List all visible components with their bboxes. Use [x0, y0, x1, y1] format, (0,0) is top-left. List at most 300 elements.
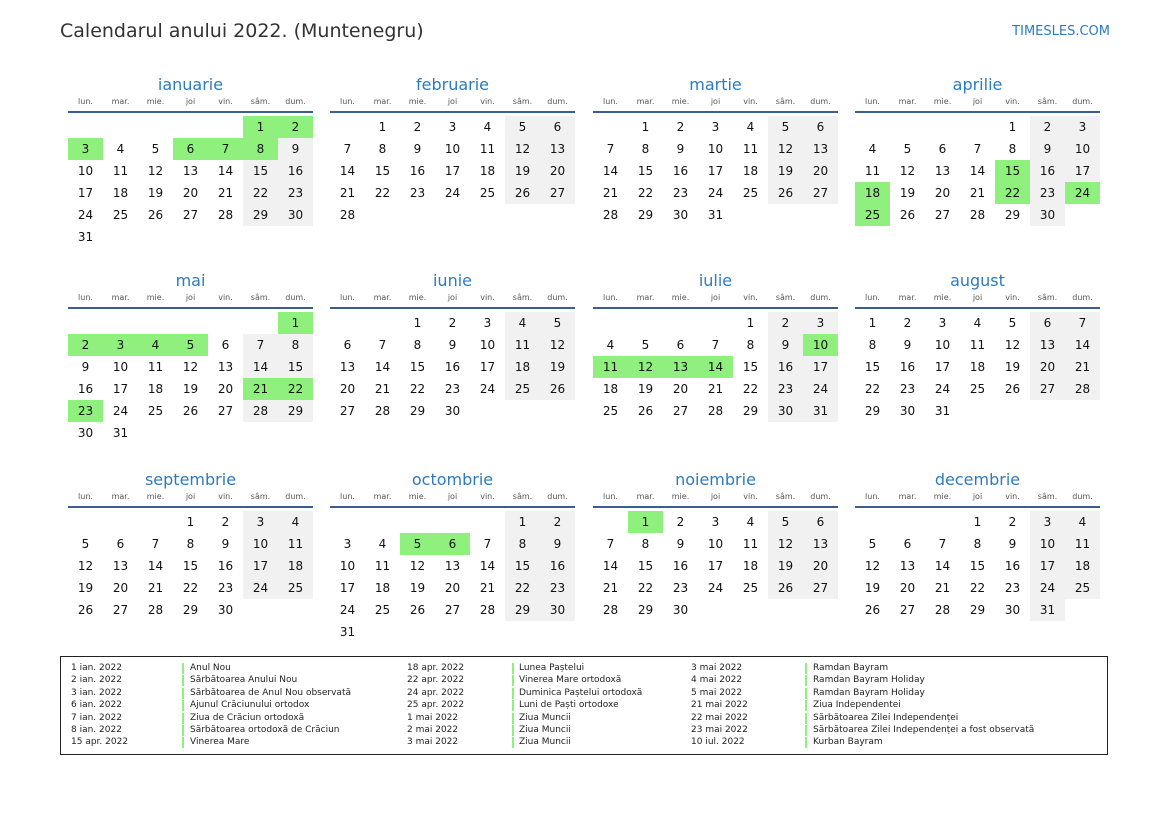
day-cell: 7 [483, 537, 492, 551]
day-cell: 12 [182, 360, 199, 374]
day-cell: 3 [1030, 511, 1065, 533]
week-row [855, 378, 1100, 400]
empty-cell [138, 511, 173, 533]
day-cell: 4 [483, 120, 492, 134]
day-cell: 1 [378, 120, 387, 134]
empty-cell [890, 511, 925, 533]
day-cell: 4 [1065, 511, 1100, 533]
day-cell: 6 [803, 116, 838, 138]
day-cell: 20 [339, 382, 356, 396]
legend-holiday-name: Sărbătoarea Anului Nou [190, 675, 298, 686]
legend-color-marker [182, 737, 184, 748]
day-cell: 1 [868, 316, 877, 330]
weekday-header [855, 491, 1100, 508]
weekday-label: lun. [603, 97, 618, 106]
day-cell: 10 [1030, 533, 1065, 555]
week-row [593, 378, 838, 400]
month-mai [68, 268, 313, 444]
week-row [68, 577, 313, 599]
week-row [855, 116, 1100, 138]
day-cell: 17 [479, 360, 496, 374]
day-cell: 13 [339, 360, 356, 374]
day-cell: 25 [969, 382, 986, 396]
legend-date: 15 apr. 2022 [71, 737, 129, 748]
legend-holiday-name: Sărbătoarea de Anul Nou observată [190, 687, 351, 698]
day-cell: 20 [540, 160, 575, 182]
empty-cell [960, 400, 995, 422]
day-cell: 8 [505, 533, 540, 555]
day-cell: 19 [768, 555, 803, 577]
day-cell: 15 [278, 356, 313, 378]
day-cell: 26 [540, 378, 575, 400]
week-row [68, 204, 313, 226]
legend-date: 10 iul. 2022 [691, 737, 745, 748]
day-cell: 5 [641, 338, 650, 352]
day-cell: 13 [444, 559, 461, 573]
month-name: ianuarie [157, 75, 224, 94]
month-septembrie [68, 467, 313, 621]
day-cell: 31 [934, 404, 951, 418]
day-cell: 6 [938, 142, 947, 156]
empty-cell [208, 312, 243, 334]
day-cell: 17 [112, 382, 129, 396]
day-cell: 13 [1030, 334, 1065, 356]
day-cell: 8 [378, 142, 387, 156]
month-noiembrie [593, 467, 838, 621]
day-cell: 29 [637, 208, 654, 222]
day-cell: 29 [243, 204, 278, 226]
day-cell: 12 [768, 533, 803, 555]
empty-cell [278, 422, 313, 444]
day-cell: 17 [243, 555, 278, 577]
weekday-label: sâm. [775, 293, 796, 302]
day-cell: 3 [343, 537, 352, 551]
holiday-day-cell: 8 [243, 138, 278, 160]
day-cell: 27 [540, 182, 575, 204]
empty-cell [365, 312, 400, 334]
day-cell: 29 [505, 599, 540, 621]
week-row [68, 182, 313, 204]
legend-color-marker [805, 725, 807, 736]
holiday-day-cell: 13 [663, 356, 698, 378]
legend-color-marker [805, 688, 807, 699]
weekday-label: vin. [1005, 97, 1020, 106]
day-cell: 20 [803, 555, 838, 577]
legend-holiday-name: Ziua Muncii [519, 712, 571, 723]
day-cell: 15 [374, 164, 391, 178]
day-cell: 7 [343, 142, 352, 156]
day-cell: 20 [182, 186, 199, 200]
day-cell: 23 [768, 378, 803, 400]
day-cell: 26 [1004, 382, 1021, 396]
day-cell: 24 [243, 577, 278, 599]
empty-cell [330, 116, 365, 138]
day-cell: 8 [413, 338, 422, 352]
day-cell: 23 [672, 186, 689, 200]
day-cell: 25 [278, 577, 313, 599]
day-cell: 22 [182, 581, 199, 595]
legend-color-marker [805, 737, 807, 748]
day-cell: 19 [1004, 360, 1021, 374]
day-cell: 14 [602, 559, 619, 573]
day-cell: 20 [899, 581, 916, 595]
day-cell: 31 [1030, 599, 1065, 621]
day-cell: 4 [746, 120, 755, 134]
legend-holiday-name: Lunea Paștelui [519, 663, 585, 673]
holiday-day-cell: 6 [435, 533, 470, 555]
day-cell: 20 [112, 581, 129, 595]
week-row [593, 356, 838, 378]
day-cell: 11 [479, 142, 496, 156]
legend-holiday-name: Sărbătoarea ortodoxă de Crăciun [190, 725, 340, 735]
week-row [593, 312, 838, 334]
week-row [593, 533, 838, 555]
day-cell: 12 [1004, 338, 1021, 352]
day-cell: 19 [864, 581, 881, 595]
day-cell: 3 [711, 515, 720, 529]
day-cell: 1 [186, 515, 195, 529]
day-cell: 16 [217, 559, 234, 573]
weekday-label: mar. [636, 293, 655, 302]
day-cell: 28 [602, 208, 619, 222]
empty-cell [540, 400, 575, 422]
day-cell: 14 [602, 164, 619, 178]
day-cell: 12 [505, 138, 540, 160]
day-cell: 19 [637, 382, 654, 396]
empty-cell [540, 621, 575, 643]
holiday-day-cell: 11 [593, 356, 628, 378]
day-cell: 7 [973, 142, 982, 156]
month-name: martie [689, 75, 742, 94]
day-cell: 31 [339, 625, 356, 639]
legend-holiday-name: Vinerea Mare [190, 737, 250, 748]
legend-color-marker [182, 700, 184, 711]
day-cell: 28 [374, 404, 391, 418]
weekday-label: sâm. [512, 492, 533, 501]
weekday-label: sâm. [250, 293, 271, 302]
day-cell: 20 [934, 186, 951, 200]
day-cell: 5 [768, 116, 803, 138]
empty-cell [330, 511, 365, 533]
day-cell: 18 [112, 186, 129, 200]
empty-cell [400, 621, 435, 643]
weekday-label: mar. [636, 492, 655, 501]
empty-cell [995, 400, 1030, 422]
day-cell: 28 [1065, 378, 1100, 400]
weekday-label: dum. [285, 293, 306, 302]
holiday-day-cell: 7 [208, 138, 243, 160]
month-octombrie [330, 467, 575, 643]
weekday-label: dum. [547, 97, 568, 106]
site-link[interactable]: TIMESLES.COM [1012, 24, 1110, 39]
week-row [593, 204, 838, 226]
empty-cell [663, 312, 698, 334]
legend-date: 1 ian. 2022 [71, 663, 122, 673]
day-cell: 27 [182, 208, 199, 222]
day-cell: 17 [77, 186, 94, 200]
day-cell: 6 [903, 537, 912, 551]
day-cell: 12 [540, 334, 575, 356]
legend-holiday-name: Ramdan Bayram Holiday [813, 687, 925, 698]
empty-cell [173, 116, 208, 138]
week-row [68, 356, 313, 378]
day-cell: 29 [864, 404, 881, 418]
day-cell: 8 [1008, 142, 1017, 156]
empty-cell [593, 312, 628, 334]
day-cell: 4 [606, 338, 615, 352]
legend-holiday-name: Ramdan Bayram [813, 663, 889, 673]
day-cell: 27 [803, 182, 838, 204]
month-name: august [950, 271, 1005, 290]
day-cell: 13 [803, 138, 838, 160]
empty-cell [138, 312, 173, 334]
weekday-label: mar. [373, 97, 392, 106]
day-cell: 8 [278, 334, 313, 356]
day-cell: 6 [540, 116, 575, 138]
empty-cell [925, 116, 960, 138]
day-cell: 26 [768, 577, 803, 599]
day-cell: 9 [768, 334, 803, 356]
day-cell: 24 [1030, 577, 1065, 599]
day-cell: 2 [448, 316, 457, 330]
day-cell: 29 [742, 404, 759, 418]
day-cell: 14 [339, 164, 356, 178]
day-cell: 17 [444, 164, 461, 178]
day-cell: 28 [217, 208, 234, 222]
week-row [68, 422, 313, 444]
weekday-header [855, 292, 1100, 309]
weekday-label: joi [447, 293, 458, 302]
day-cell: 25 [147, 404, 164, 418]
weekday-label: vin. [743, 97, 758, 106]
weekday-label: dum. [547, 492, 568, 501]
weekday-label: sâm. [775, 97, 796, 106]
legend-holiday-name: Vinerea Mare ortodoxă [519, 675, 622, 686]
legend-holiday-name: Duminica Paștelui ortodoxă [519, 687, 643, 698]
empty-cell [593, 511, 628, 533]
week-row [593, 138, 838, 160]
day-cell: 30 [1030, 204, 1065, 226]
day-cell: 3 [711, 120, 720, 134]
day-cell: 12 [147, 164, 164, 178]
holiday-day-cell: 6 [173, 138, 208, 160]
day-cell: 27 [339, 404, 356, 418]
week-row [330, 555, 575, 577]
month-iunie [330, 268, 575, 422]
day-cell: 12 [864, 559, 881, 573]
holiday-day-cell: 14 [698, 356, 733, 378]
weekday-label: mar. [373, 293, 392, 302]
weekday-label: mie. [146, 97, 165, 106]
empty-cell [365, 204, 400, 226]
legend-date: 3 ian. 2022 [71, 687, 122, 698]
day-cell: 30 [1004, 603, 1021, 617]
day-cell: 23 [278, 182, 313, 204]
weekday-header [330, 96, 575, 113]
week-row [330, 204, 575, 226]
empty-cell [278, 226, 313, 248]
legend-color-marker [512, 725, 514, 736]
empty-cell [855, 116, 890, 138]
day-cell: 19 [147, 186, 164, 200]
day-cell: 21 [374, 382, 391, 396]
empty-cell [243, 226, 278, 248]
day-cell: 15 [182, 559, 199, 573]
week-row [330, 599, 575, 621]
day-cell: 18 [1065, 555, 1100, 577]
day-cell: 3 [483, 316, 492, 330]
weekday-label: lun. [340, 293, 355, 302]
legend-holiday-name: Ziua Independentei [813, 700, 901, 711]
weekday-label: mie. [933, 97, 952, 106]
day-cell: 18 [742, 559, 759, 573]
weekday-label: sâm. [1037, 492, 1058, 501]
day-cell: 1 [641, 120, 650, 134]
week-row [855, 533, 1100, 555]
week-row [855, 160, 1100, 182]
empty-cell [960, 116, 995, 138]
holiday-day-cell: 12 [628, 356, 663, 378]
empty-cell [768, 599, 803, 621]
day-cell: 21 [934, 581, 951, 595]
day-cell: 8 [868, 338, 877, 352]
empty-cell [470, 204, 505, 226]
week-row [330, 116, 575, 138]
day-cell: 16 [540, 555, 575, 577]
day-cell: 2 [676, 515, 685, 529]
holiday-day-cell: 10 [803, 334, 838, 356]
week-row [593, 577, 838, 599]
weekday-header [68, 96, 313, 113]
legend-holiday-name: Ziua de Crăciun ortodoxă [190, 712, 305, 723]
day-cell: 9 [676, 537, 685, 551]
week-row [68, 226, 313, 248]
empty-cell [138, 422, 173, 444]
month-martie [593, 72, 838, 226]
empty-cell [173, 312, 208, 334]
empty-cell [505, 204, 540, 226]
empty-cell [470, 621, 505, 643]
week-row [855, 334, 1100, 356]
legend-date: 6 ian. 2022 [71, 700, 122, 711]
day-cell: 11 [505, 334, 540, 356]
week-row [330, 160, 575, 182]
weekday-label: vin. [1005, 293, 1020, 302]
holiday-day-cell: 23 [68, 400, 103, 422]
day-cell: 17 [1065, 160, 1100, 182]
week-row [68, 334, 313, 356]
weekday-label: joi [972, 492, 983, 501]
weekday-label: joi [447, 492, 458, 501]
day-cell: 17 [934, 360, 951, 374]
day-cell: 26 [182, 404, 199, 418]
legend-date: 25 apr. 2022 [407, 700, 465, 711]
week-row [330, 356, 575, 378]
day-cell: 25 [742, 186, 759, 200]
weekday-label: lun. [603, 293, 618, 302]
weekday-label: mar. [111, 97, 130, 106]
day-cell: 13 [217, 360, 234, 374]
day-cell: 1 [505, 511, 540, 533]
month-aprilie [855, 72, 1100, 226]
week-row [330, 577, 575, 599]
day-cell: 10 [934, 338, 951, 352]
day-cell: 10 [444, 142, 461, 156]
day-cell: 29 [409, 404, 426, 418]
legend-holiday-name: Sărbătoarea Zilei Independenței [813, 712, 959, 723]
weekday-label: joi [972, 293, 983, 302]
weekday-label: mie. [146, 492, 165, 501]
day-cell: 5 [903, 142, 912, 156]
legend-date: 24 apr. 2022 [407, 687, 465, 698]
legend-color-marker [512, 700, 514, 711]
day-cell: 18 [969, 360, 986, 374]
day-cell: 8 [641, 142, 650, 156]
legend-date: 22 mai 2022 [691, 712, 748, 723]
weekday-label: lun. [78, 97, 93, 106]
weekday-label: mie. [671, 492, 690, 501]
day-cell: 13 [899, 559, 916, 573]
weekday-header [330, 292, 575, 309]
week-row [68, 555, 313, 577]
weekday-label: vin. [743, 492, 758, 501]
legend-holiday-name: Anul Nou [190, 663, 231, 673]
day-cell: 25 [479, 186, 496, 200]
day-cell: 7 [938, 537, 947, 551]
day-cell: 20 [803, 160, 838, 182]
day-cell: 19 [899, 186, 916, 200]
empty-cell [855, 511, 890, 533]
day-cell: 14 [969, 164, 986, 178]
day-cell: 15 [864, 360, 881, 374]
day-cell: 11 [147, 360, 164, 374]
weekday-label: mar. [898, 293, 917, 302]
empty-cell [208, 226, 243, 248]
day-cell: 25 [112, 208, 129, 222]
empty-cell [470, 511, 505, 533]
month-ianuarie [68, 72, 313, 248]
holiday-day-cell: 1 [243, 116, 278, 138]
day-cell: 25 [1065, 577, 1100, 599]
day-cell: 9 [540, 533, 575, 555]
day-cell: 20 [672, 382, 689, 396]
legend-color-marker [512, 663, 514, 674]
day-cell: 23 [899, 382, 916, 396]
day-cell: 8 [186, 537, 195, 551]
holiday-day-cell: 22 [995, 182, 1030, 204]
day-cell: 29 [637, 603, 654, 617]
month-name: decembrie [934, 470, 1021, 489]
empty-cell [400, 511, 435, 533]
holiday-day-cell: 15 [995, 160, 1030, 182]
empty-cell [278, 599, 313, 621]
day-cell: 2 [903, 316, 912, 330]
day-cell: 21 [217, 186, 234, 200]
weekday-label: joi [185, 97, 196, 106]
day-cell: 25 [742, 581, 759, 595]
weekday-label: sâm. [1037, 97, 1058, 106]
legend-color-marker [805, 663, 807, 674]
week-row [68, 138, 313, 160]
day-cell: 10 [112, 360, 129, 374]
day-cell: 17 [803, 356, 838, 378]
month-name: noiembrie [675, 470, 756, 489]
day-cell: 15 [637, 164, 654, 178]
weekday-header [330, 491, 575, 508]
month-name: septembrie [144, 470, 237, 489]
day-cell: 8 [973, 537, 982, 551]
weekday-label: mar. [111, 492, 130, 501]
